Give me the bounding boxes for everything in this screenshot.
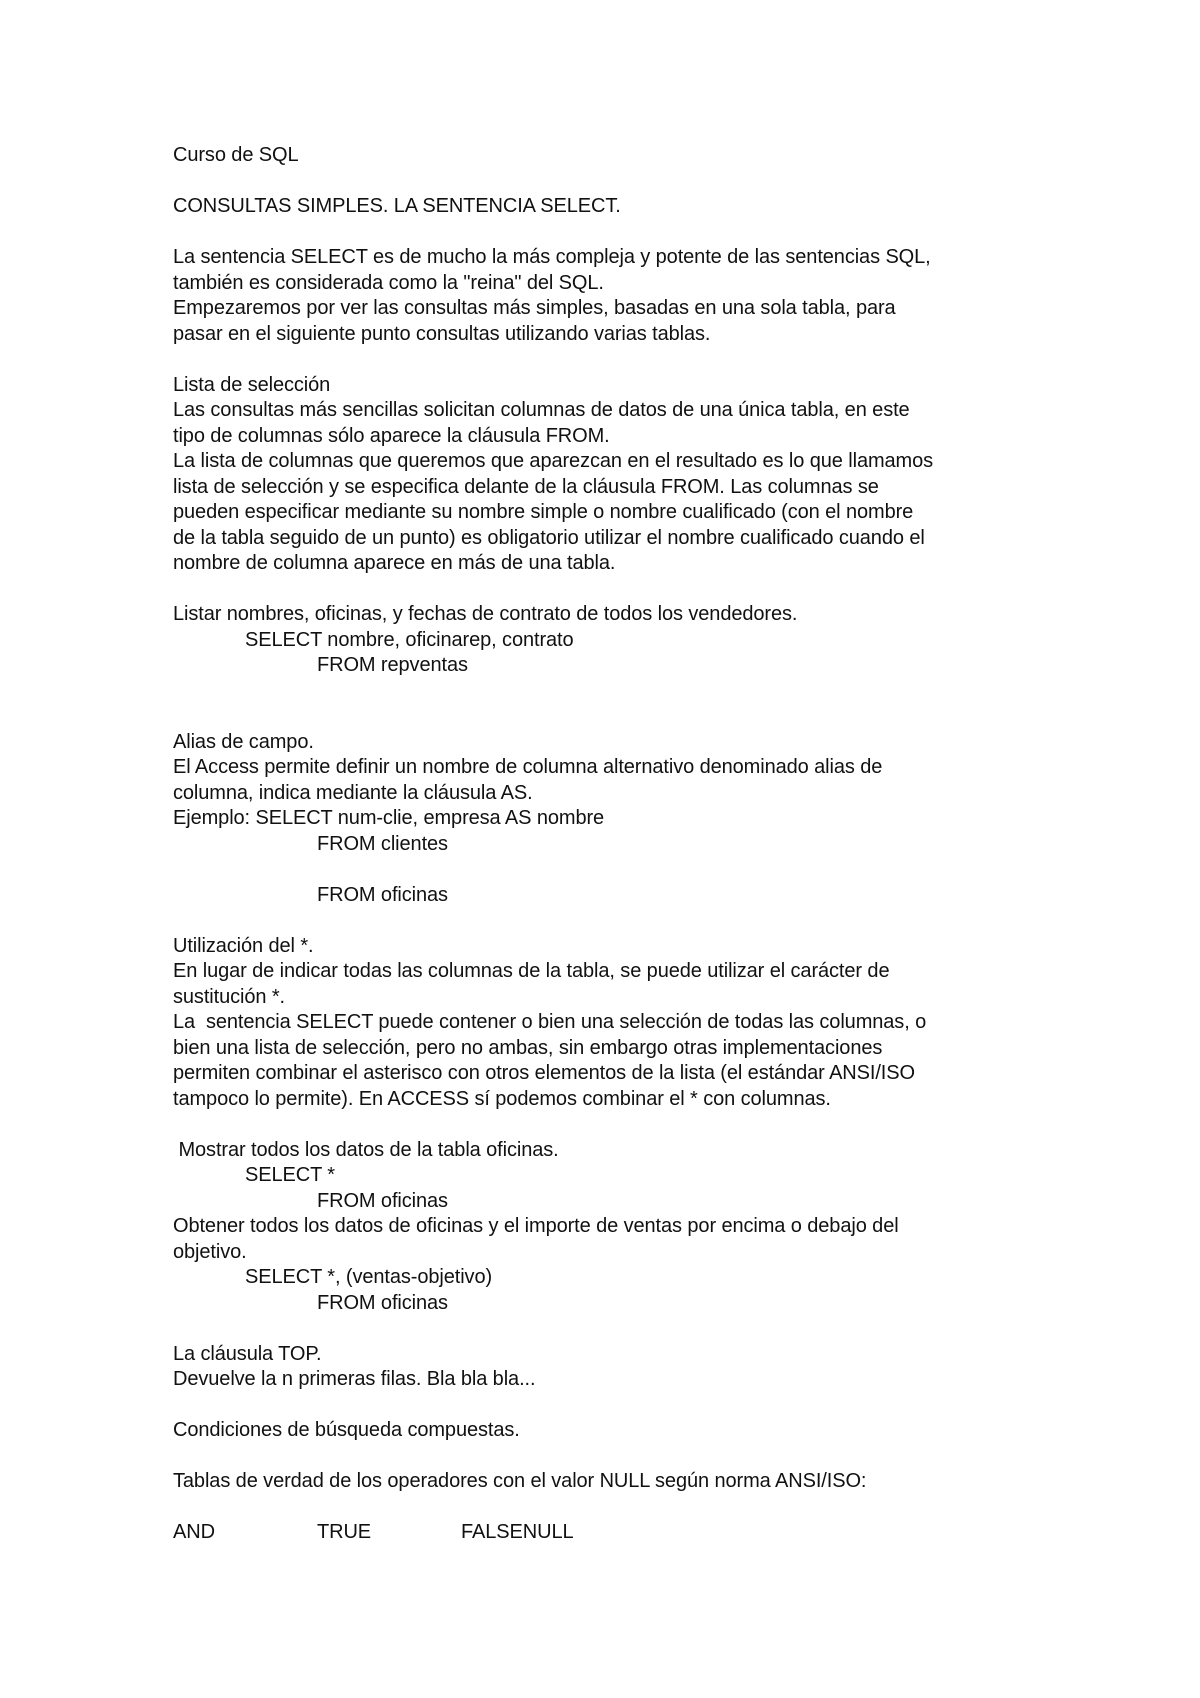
section-title: CONSULTAS SIMPLES. LA SENTENCIA SELECT.: [173, 195, 621, 217]
lista-seleccion-section: [173, 373, 1053, 679]
section-heading: Condiciones de búsqueda compuestas.: [173, 1419, 520, 1441]
spacer: [173, 577, 1053, 603]
text-line: tipo de columnas sólo aparece la cláusula FROM.: [173, 424, 610, 447]
sql-from-line: FROM oficinas: [317, 1291, 448, 1314]
truth-table-header-row: [173, 1520, 1053, 1546]
text-line: lista de selección y se especifica delante de la cláusula FROM. Las columnas se: [173, 475, 879, 498]
spacer: [173, 857, 1053, 883]
truth-table-cell: TRUE: [317, 1521, 372, 1543]
text-line: La lista de columnas que queremos que aparezcan en el resultado es lo que llamamos: [173, 450, 934, 472]
text-line: también es considerada como la "reina" del SQL.: [173, 271, 604, 294]
truth-table-section: [173, 1469, 1053, 1546]
text-line: El Access permite definir un nombre de columna alternativo denominado alias de: [173, 756, 883, 778]
section-heading: Lista de selección: [173, 373, 331, 396]
text-line: En lugar de indicar todas las columnas de la tabla, se puede utilizar el carácter de: [173, 960, 890, 982]
document-title: Curso de SQL: [173, 144, 299, 166]
document-page: [173, 143, 1053, 1546]
alias-section: [173, 730, 1053, 909]
text-line: Empezaremos por ver las consultas más simples, basadas en una sola tabla, para: [173, 297, 896, 319]
example-line: Ejemplo: SELECT num-clie, empresa AS nombre: [173, 807, 605, 829]
truth-table-cell: AND: [173, 1521, 215, 1543]
spacer: [173, 908, 1053, 934]
text-line: Las consultas más sencillas solicitan columnas de datos de una única tabla, en este: [173, 399, 910, 421]
text-line: nombre de columna aparece en más de una tabla.: [173, 552, 616, 574]
spacer: [173, 1112, 1053, 1138]
spacer: [173, 1495, 1053, 1521]
text-line: tampoco lo permite). En ACCESS sí podemos combinar el * con columnas.: [173, 1087, 831, 1110]
truth-table-cell: FALSE: [461, 1521, 523, 1543]
sql-from-line: FROM oficinas: [317, 883, 448, 906]
example-description: Obtener todos los datos de oficinas y el importe de ventas por encima o debajo del: [173, 1215, 899, 1237]
text-line: sustitución *.: [173, 985, 285, 1008]
example-description: Listar nombres, oficinas, y fechas de contrato de todos los vendedores.: [173, 603, 798, 625]
sql-select-line: SELECT *, (ventas-objetivo): [245, 1266, 493, 1288]
section-heading: Alias de campo.: [173, 730, 314, 753]
spacer: [173, 1393, 1053, 1419]
spacer: [173, 347, 1053, 373]
text-line: pueden especificar mediante su nombre simple o nombre cualificado (con el nombre: [173, 501, 914, 523]
text-line: de la tabla seguido de un punto) es obligatorio utilizar el nombre cualificado cuando el: [173, 526, 925, 549]
spacer: [173, 220, 1053, 246]
text-line: La sentencia SELECT puede contener o bien una selección de todas las columnas, o: [173, 1011, 927, 1033]
sql-from-line: FROM clientes: [317, 832, 448, 855]
example-description: objetivo.: [173, 1240, 247, 1263]
truth-table-cell: NULL: [522, 1521, 574, 1543]
sql-from-line: FROM oficinas: [317, 1189, 448, 1212]
section-heading: Tablas de verdad de los operadores con el valor NULL según norma ANSI/ISO:: [173, 1470, 867, 1492]
intro-paragraph: [173, 245, 1053, 347]
text-line: La sentencia SELECT es de mucho la más compleja y potente de las sentencias SQL,: [173, 246, 931, 268]
text-line: pasar en el siguiente punto consultas utilizando varias tablas.: [173, 322, 711, 345]
text-line: permiten combinar el asterisco con otros elementos de la lista (el estándar ANSI/ISO: [173, 1062, 915, 1084]
text-line: columna, indica mediante la cláusula AS.: [173, 781, 533, 804]
text-line: bien una lista de selección, pero no ambas, sin embargo otras implementaciones: [173, 1036, 883, 1059]
spacer: [173, 704, 1053, 730]
example-description: Mostrar todos los datos de la tabla oficinas.: [173, 1138, 559, 1161]
spacer: [173, 169, 1053, 195]
sql-select-line: SELECT nombre, oficinarep, contrato: [245, 628, 574, 651]
sql-from-line: FROM repventas: [317, 654, 468, 676]
section-heading: La cláusula TOP.: [173, 1342, 322, 1365]
section-heading: Utilización del *.: [173, 934, 314, 957]
text-line: Devuelve la n primeras filas. Bla bla bla...: [173, 1368, 536, 1390]
asterisk-section: [173, 934, 1053, 1317]
sql-select-line: SELECT *: [245, 1164, 335, 1186]
spacer: [173, 679, 1053, 705]
spacer: [173, 1444, 1053, 1470]
spacer: [173, 1316, 1053, 1342]
top-section: [173, 1342, 1053, 1393]
